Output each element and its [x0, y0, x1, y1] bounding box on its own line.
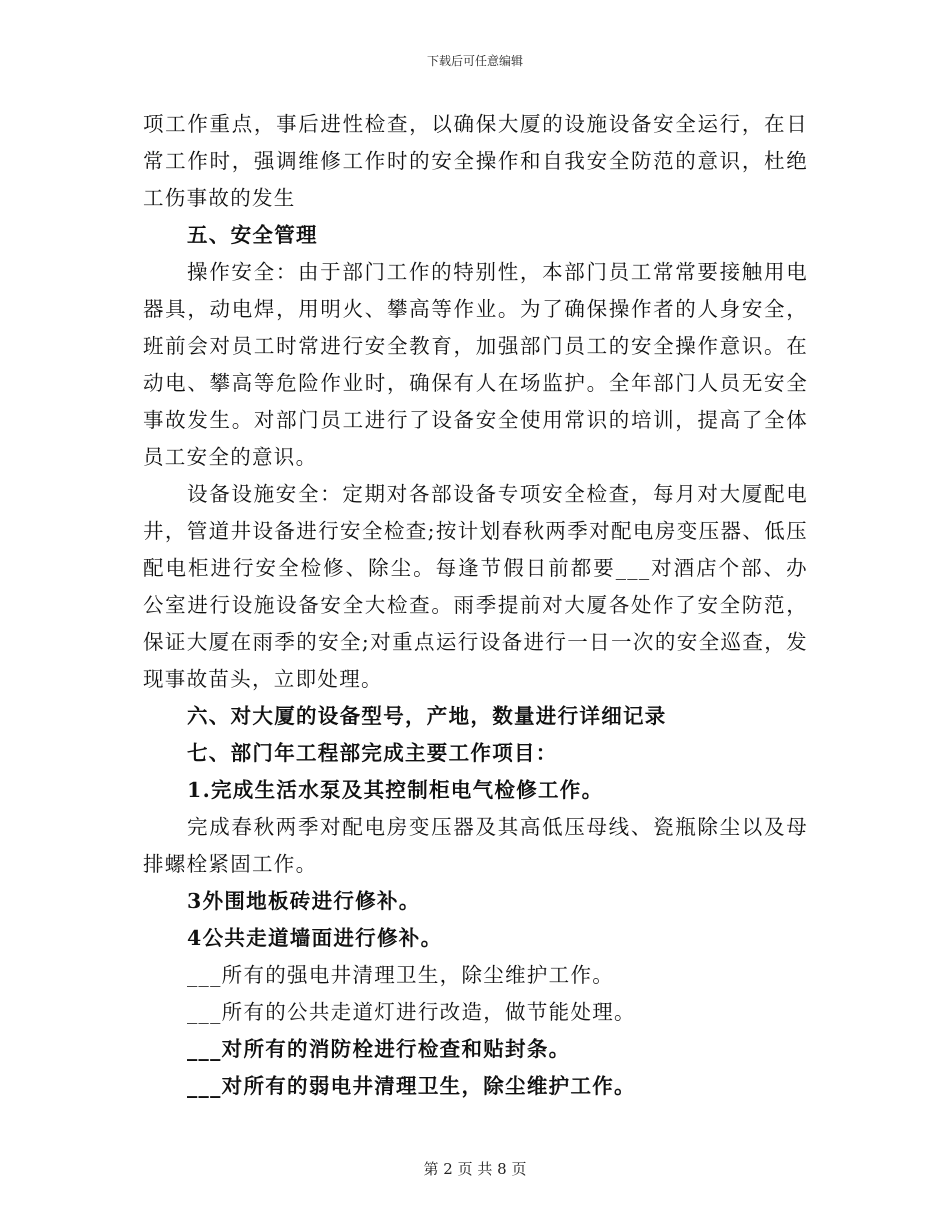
- page-header-note: 下载后可任意编辑: [426, 54, 523, 68]
- work-item-2: 完成春秋两季对配电房变压器及其高低压母线、瓷瓶除尘以及母排螺栓紧固工作。: [143, 815, 808, 876]
- page-number: 第 2 页 共 8 页: [423, 1160, 527, 1178]
- section-heading-work-items: 七、部门年工程部完成主要工作项目：: [187, 741, 558, 765]
- section-heading-safety-management: 五、安全管理: [187, 223, 318, 247]
- paragraph-equipment-safety: 设备设施安全：定期对各部设备专项安全检查，每月对大厦配电井，管道井设备进行安全检查;按计划春秋两季对配电房变压器、低压配电柜进行安全检修、除尘。每逢节假日前都要___对酒店个部、办公室进行设施设备安全大检查。雨季提前对大厦各处作了安全防范，保证大厦在雨季的安全;对重点运行设备进行一日一次的安全巡查，发现事故苗头，立即处理。: [143, 482, 808, 691]
- work-item-8: ___对所有的弱电井清理卫生，除尘维护工作。: [187, 1074, 636, 1098]
- work-item-4: 4公共走道墙面进行修补。: [187, 926, 443, 950]
- work-item-3: 3外围地板砖进行修补。: [187, 889, 421, 913]
- document-body: [143, 106, 808, 1105]
- section-heading-equipment-records: 六、对大厦的设备型号，产地，数量进行详细记录: [187, 704, 667, 728]
- work-item-5: ___所有的强电井清理卫生，除尘维护工作。: [187, 963, 615, 987]
- work-item-1: 1.完成生活水泵及其控制柜电气检修工作。: [187, 778, 604, 802]
- paragraph-operation-safety: 操作安全：由于部门工作的特别性，本部门员工常常要接触用电器具，动电焊，用明火、攀高等作业。为了确保操作者的人身安全，班前会对员工时常进行安全教育，加强部门员工的安全操作意识。在动电、攀高等危险作业时，确保有人在场监护。全年部门人员无安全事故发生。对部门员工进行了设备安全使用常识的培训，提高了全体员工安全的意识。: [143, 260, 808, 469]
- paragraph-1: 项工作重点，事后进性检查，以确保大厦的设施设备安全运行，在日常工作时，强调维修工作时的安全操作和自我安全防范的意识，杜绝工伤事故的发生: [143, 112, 808, 210]
- work-item-6: ___所有的公共走道灯进行改造，做节能处理。: [187, 1000, 636, 1024]
- work-item-7: ___对所有的消防栓进行检查和贴封条。: [187, 1037, 571, 1061]
